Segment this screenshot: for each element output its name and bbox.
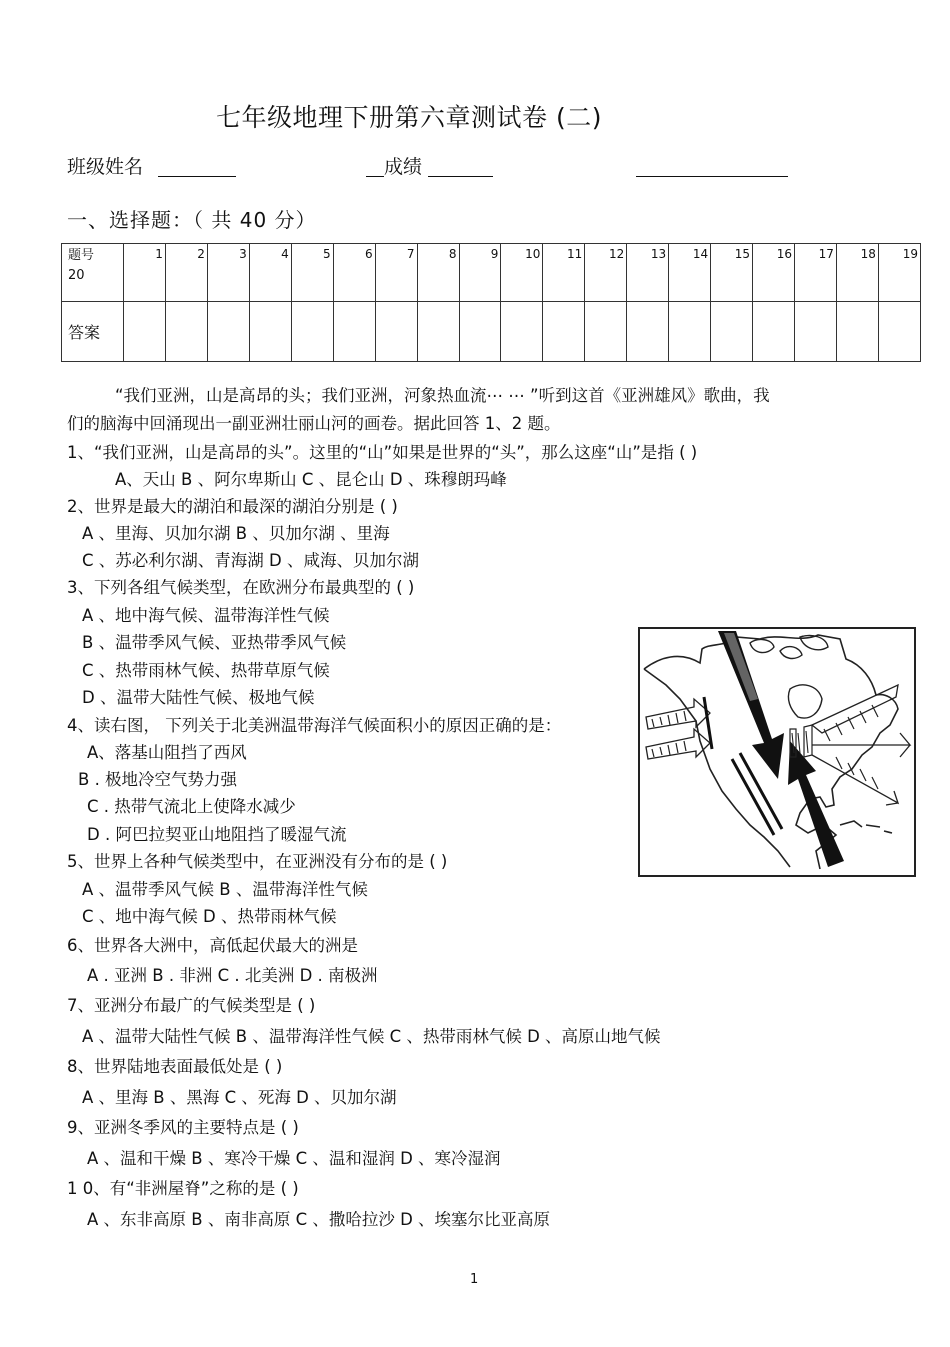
question-number: 11 [543, 244, 585, 302]
question-number: 6 [333, 244, 375, 302]
answer-cell[interactable] [627, 302, 669, 362]
polar-air-arrow-highlight [724, 633, 758, 701]
question-number: 14 [669, 244, 711, 302]
answer-cell[interactable] [501, 302, 543, 362]
class-name-blank[interactable] [158, 176, 236, 177]
answer-cell[interactable] [165, 302, 207, 362]
question-10-options: A 、东非高原 B 、南非高原 C 、撒哈拉沙 D 、埃塞尔比亚高原 [87, 1210, 551, 1229]
question-3: 3、下列各组气候类型，在欧洲分布最典型的 ( ) [67, 578, 415, 597]
answer-cell[interactable] [543, 302, 585, 362]
question-number: 5 [291, 244, 333, 302]
question-4-option-c: C . 热带气流北上使降水减少 [87, 797, 296, 816]
answer-cell[interactable] [878, 302, 920, 362]
extra-blank[interactable] [636, 176, 788, 177]
hudson-bay [788, 685, 822, 718]
question-3-option-b: B 、温带季风气候、亚热带季风气候 [82, 633, 347, 652]
question-4-option-b: B . 极地冷空气势力强 [78, 770, 238, 789]
question-number-20: 20 [68, 268, 85, 283]
question-4-option-a: A、落基山阻挡了西风 [87, 743, 247, 762]
question-7: 7、亚洲分布最广的气候类型是 ( ) [67, 996, 316, 1015]
question-number: 18 [836, 244, 878, 302]
question-2-options-cd: C 、苏必利尔湖、青海湖 D 、咸海、贝加尔湖 [82, 551, 419, 570]
question-2: 2、世界是最大的湖泊和最深的湖泊分别是 ( ) [67, 497, 398, 516]
question-number: 7 [375, 244, 417, 302]
question-number: 15 [711, 244, 753, 302]
question-4: 4、读右图， 下列关于北美洲温带海洋气候面积小的原因正确的是： [67, 716, 562, 735]
arctic-island [750, 640, 774, 653]
polar-air-arrow [718, 631, 784, 779]
answer-table [61, 243, 921, 362]
north-america-airflow-map [638, 627, 916, 877]
question-8-options: A 、里海 B 、黑海 C 、死海 D 、贝加尔湖 [82, 1088, 397, 1107]
class-name-label: 班级姓名 [67, 156, 144, 178]
question-4-option-d: D . 阿巴拉契亚山地阻挡了暖湿气流 [87, 825, 347, 844]
question-5-options-cd: C 、地中海气候 D 、热带雨林气候 [82, 907, 337, 926]
intro-line-2: 们的脑海中回涌现出一副亚洲壮丽山河的画卷。据此回答 1、2 题。 [67, 414, 561, 433]
question-number: 10 [501, 244, 543, 302]
page-title: 七年级地理下册第六章测试卷 (二) [216, 103, 602, 132]
question-5-options-ab: A 、温带季风气候 B 、温带海洋性气候 [82, 880, 368, 899]
answer-row-label: 答案 [62, 302, 124, 362]
arctic-island [780, 647, 802, 659]
tropical-air-arrow [788, 741, 844, 867]
question-number: 3 [207, 244, 249, 302]
answer-cell[interactable] [753, 302, 795, 362]
answer-cell[interactable] [585, 302, 627, 362]
question-5: 5、世界上各种气候类型中，在亚洲没有分布的是 ( ) [67, 852, 448, 871]
answer-cell[interactable] [711, 302, 753, 362]
answer-cell[interactable] [249, 302, 291, 362]
map-drawing [640, 629, 914, 875]
question-number: 17 [795, 244, 837, 302]
westerly-wind-arrows [646, 699, 710, 759]
answer-cell[interactable] [124, 302, 166, 362]
question-number: 19 [878, 244, 920, 302]
answer-cell[interactable] [669, 302, 711, 362]
answer-cell[interactable] [836, 302, 878, 362]
question-9-options: A 、温和干燥 B 、寒冷干燥 C 、温和湿润 D 、寒冷湿润 [87, 1149, 501, 1168]
page-number: 1 [470, 1272, 479, 1287]
question-number-label [62, 244, 124, 302]
question-6-options: A . 亚洲 B . 非洲 C . 北美洲 D . 南极洲 [87, 966, 378, 985]
question-number: 16 [753, 244, 795, 302]
question-10: 1 0、有“非洲屋脊”之称的是 ( ) [67, 1179, 299, 1198]
answer-cell[interactable] [795, 302, 837, 362]
answer-cell[interactable] [333, 302, 375, 362]
answer-cell[interactable] [459, 302, 501, 362]
question-1-options: A、天山 B 、阿尔卑斯山 C 、昆仑山 D 、珠穆朗玛峰 [115, 470, 507, 489]
question-number-label-text: 题号 [68, 248, 95, 263]
question-number: 1 [124, 244, 166, 302]
question-2-options-ab: A 、里海、贝加尔湖 B 、贝加尔湖 、里海 [82, 524, 390, 543]
intro-line-1: “我们亚洲，山是高昂的头；我们亚洲，河象热血流⋯ ⋯ ”听到这首《亚洲雄风》歌曲，我 [115, 386, 770, 405]
answer-cell[interactable] [207, 302, 249, 362]
score-label: 成绩 [384, 156, 423, 178]
question-1: 1、“我们亚洲，山是高昂的头”。这里的“山”如果是世界的“头”，那么这座“山”是指 ( ) [67, 443, 698, 462]
coastline-west [644, 669, 790, 867]
question-7-options: A 、温带大陆性气候 B 、温带海洋性气候 C 、热带雨林气候 D 、高原山地气候 [82, 1027, 661, 1046]
question-number: 12 [585, 244, 627, 302]
question-3-option-a: A 、地中海气候、温带海洋性气候 [82, 606, 330, 625]
question-6: 6、世界各大洲中，高低起伏最大的洲是 [67, 936, 358, 955]
question-number: 13 [627, 244, 669, 302]
answer-cell[interactable] [417, 302, 459, 362]
answer-cell[interactable] [291, 302, 333, 362]
answer-cell[interactable] [375, 302, 417, 362]
question-number: 9 [459, 244, 501, 302]
question-8: 8、世界陆地表面最低处是 ( ) [67, 1057, 283, 1076]
section-heading: 一、选择题：（ 共 40 分） [67, 208, 317, 232]
question-3-option-c: C 、热带雨林气候、热带草原气候 [82, 661, 330, 680]
caribbean-islands [840, 821, 892, 833]
question-number: 2 [165, 244, 207, 302]
question-number: 8 [417, 244, 459, 302]
question-number: 4 [249, 244, 291, 302]
score-blank[interactable] [428, 176, 493, 177]
question-9: 9、亚洲冬季风的主要特点是 ( ) [67, 1118, 299, 1137]
question-3-option-d: D 、温带大陆性气候、极地气候 [82, 688, 315, 707]
score-blank-lead [366, 176, 384, 177]
